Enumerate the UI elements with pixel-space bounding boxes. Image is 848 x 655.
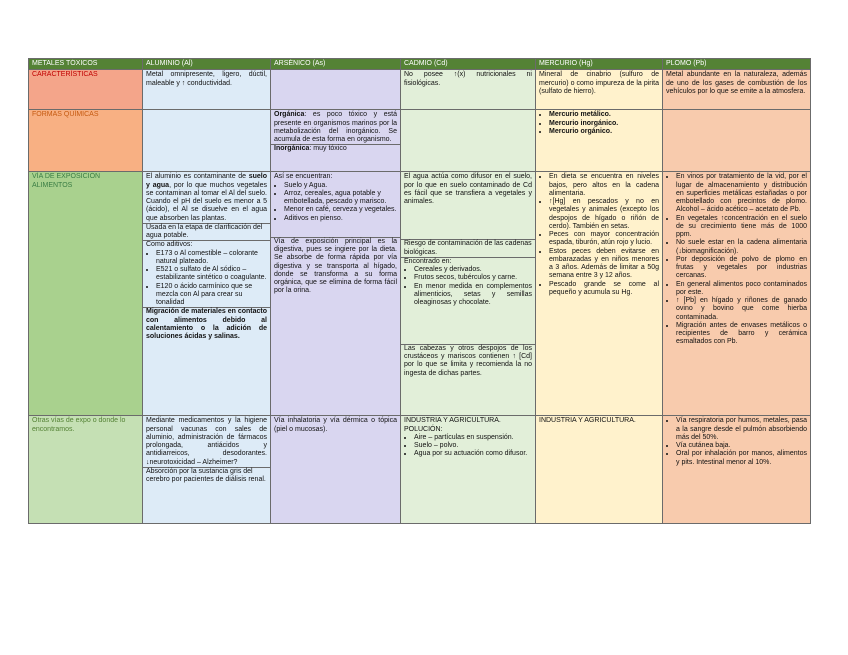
row-label-caracteristicas: CARACTERÍSTICAS: [29, 70, 143, 110]
list-item: • ↑ [Pb] en hígado y riñones de ganado ovino y bovino que come hierba contaminada.: [676, 297, 807, 322]
list-item: • Agua por su actuación como difusor.: [414, 450, 532, 458]
list-item: • Arroz, cereales, agua potable y embotellada, pescado y marisco.: [284, 190, 397, 207]
cell-aluminio-via: [143, 172, 271, 416]
list-item: • Suelo – polvo.: [414, 442, 532, 450]
aluminio-aditivos-list: [146, 250, 267, 308]
list-item: • Vía respiratoria por humos, metales, pasa a la sangre desde el pulmón absorbiendo más del 50%.: [676, 417, 807, 442]
cell-aluminio-caracteristicas: Metal omnipresente, ligero, dúctil, maleable y ↑ conductividad.: [143, 70, 271, 110]
cell-aluminio-otras: [143, 416, 271, 524]
mercurio-via-list: [539, 173, 659, 297]
list-item: • E120 o ácido carmínico que se mezcla con Al para crear su tonalidad: [156, 283, 267, 308]
cell-cadmio-via: [401, 172, 536, 416]
list-item: • En general alimentos poco contaminados por este.: [676, 281, 807, 298]
aluminio-suelo-text-pre: El aluminio es contaminante de: [146, 173, 249, 181]
cell-arsenico-via: [271, 172, 401, 416]
aluminio-suelo-bold: suelo y agua: [146, 173, 267, 189]
arsenico-inorganica-block: [271, 144, 400, 153]
list-item: • En dieta se encuentra en niveles bajos, pero altos en la cadena alimentaria.: [549, 173, 659, 198]
cadmio-industria-line: INDUSTRIA Y AGRICULTURA.: [404, 417, 501, 425]
cadmio-polucion-list: [404, 434, 532, 459]
row-via-exposicion: [29, 172, 811, 416]
arsenico-organica-block: [271, 111, 400, 144]
list-item: • Cereales y derivados.: [414, 266, 532, 274]
list-item: • Menor en café, cerveza y vegetales.: [284, 206, 397, 214]
list-item: • Pescado grande se come al pequeño y acumula su Hg.: [549, 281, 659, 298]
header-mercurio: MERCURIO (Hg): [536, 59, 663, 70]
aluminio-medicamentos-block: Mediante medicamentos y la higiene personal vacunas con sales de aluminio, administración de fármacos prolongada, antiácidos y antidiarreicos, desodorantes. ↓neurotoxicidad – Alzheimer?: [146, 417, 267, 466]
list-item: • E521 o sulfato de Al sódico – estabilizante sintético o coagulante.: [156, 266, 267, 283]
row-otras-vias: [29, 416, 811, 524]
list-item: • Mercurio metálico.: [549, 111, 659, 119]
cadmio-encontrado-list: [404, 266, 532, 307]
arsenico-encuentran-list: [274, 182, 397, 223]
list-item: • Aire – partículas en suspensión.: [414, 434, 532, 442]
header-row: [29, 59, 811, 70]
arsenico-organica-text: : es poco tóxico y está presente en organismos marinos por la metabolización del inorgánico. Se acumula de esta forma en organismo.: [274, 111, 397, 143]
cell-mercurio-otras: INDUSTRIA Y AGRICULTURA.: [536, 416, 663, 524]
header-metales-toxicos: METALES TÓXICOS: [29, 59, 143, 70]
header-plomo: PLOMO (Pb): [663, 59, 811, 70]
list-item: • Mercurio inorgánico.: [549, 120, 659, 128]
cell-arsenico-formas: [271, 110, 401, 172]
list-item: • Migración antes de envases metálicos o recipientes de barro y cerámica esmaltados con Pb.: [676, 322, 807, 347]
plomo-otras-list: [666, 417, 807, 467]
list-item: • En menor medida en complementos alimenticios, setas y semillas oleaginosas y chocolate.: [414, 283, 532, 308]
cell-cadmio-caracteristicas: No posee ↑(x) nutricionales ni fisiológicas.: [401, 70, 536, 110]
list-item: • Estos peces deben evitarse en embarazadas y en niños menores a 3 años. Además de limitar a 50g semana entre 3 y 12 años.: [549, 248, 659, 281]
row-formas-quimicas: [29, 110, 811, 172]
cell-mercurio-formas: [536, 110, 663, 172]
list-item: • Mercurio orgánico.: [549, 128, 659, 136]
cadmio-polucion-line: POLUCIÓN:: [404, 425, 443, 433]
list-item: • Suelo y Agua.: [284, 182, 397, 190]
row-label-via-exposicion: VÍA DE EXPOSICIÓN ALIMENTOS: [29, 172, 143, 416]
arsenico-digestiva-block: Vía de exposición principal es la digestiva, pues se ingiere por la dieta. Se absorbe de forma rápida por vía digestiva y se transporta al hígado, donde se transforma a su forma orgánica, que se elimina de forma fácil por la orina.: [271, 237, 400, 296]
arsenico-organica-label: Orgánica: [274, 111, 305, 119]
row-label-otras-vias: Otras vías de expo o donde lo encontramos.: [29, 416, 143, 524]
aluminio-suelo-text-post: , por lo que muchos vegetales se contaminan al tomar el Al del suelo. Cuando el pH del suelo es menor a 5 (ácido), el Al se disuelve en el agua que absorben las plantas.: [146, 181, 268, 222]
aluminio-aditivos-title: Como aditivos:: [146, 241, 193, 249]
list-item: • E173 o Al comestible – colorante natural plateado.: [156, 250, 267, 267]
arsenico-inorganica-label: Inorgánica: [274, 145, 310, 153]
header-cadmio: CADMIO (Cd): [401, 59, 536, 70]
list-item: • Peces con mayor concentración espada, tiburón, atún rojo y lucio.: [549, 231, 659, 248]
cell-arsenico-caracteristicas: [271, 70, 401, 110]
mercurio-formas-list: [539, 111, 659, 136]
list-item: • Oral por inhalación por manos, alimentos y pits. Intestinal menor al 10%.: [676, 450, 807, 467]
arsenico-encuentran-block: [271, 173, 400, 223]
list-item: • Aditivos en pienso.: [284, 215, 397, 223]
header-aluminio: ALUMINIO (Al): [143, 59, 271, 70]
cadmio-riesgo-block: Riesgo de contaminación de las cadenas biológicas.: [401, 239, 535, 257]
aluminio-aditivos-block: [143, 240, 270, 307]
aluminio-clarificacion-block: Usada en la etapa de clarificación del agua potable.: [143, 223, 270, 241]
toxic-metals-table-wrapper: [28, 58, 810, 524]
cadmio-encontrado-title: Encontrado en:: [404, 257, 452, 265]
list-item: • Vía cutánea baja.: [676, 442, 807, 450]
header-arsenico: ARSÉNICO (As): [271, 59, 401, 70]
list-item: • En vinos por tratamiento de la vid, por el lugar de almacenamiento y distribución en superficies metálicas estañadas o por embotellado con precintos de plomo. Alcohol – ácido acético – acetato de Pb.: [676, 173, 807, 214]
cell-cadmio-otras: [401, 416, 536, 524]
cell-aluminio-formas: [143, 110, 271, 172]
aluminio-suelo-block: [143, 173, 270, 223]
list-item: • Frutos secos, tubérculos y carne.: [414, 274, 532, 282]
arsenico-inorganica-text: : muy tóxico: [309, 145, 347, 153]
cell-plomo-caracteristicas: Metal abundante en la naturaleza, además de uno de los gases de combustión de los vehículos por lo que se emite a la atmosfera.: [663, 70, 811, 110]
cell-cadmio-formas: [401, 110, 536, 172]
arsenico-encuentran-title: Así se encuentran:: [274, 173, 333, 181]
cadmio-difusor-block: El agua actúa como difusor en el suelo, por lo que en suelo contaminado de Cd es fácil que se transfiera a vegetales y animales.: [404, 173, 532, 205]
row-caracteristicas: [29, 70, 811, 110]
cell-mercurio-via: [536, 172, 663, 416]
list-item: • En vegetales ↑concentración en el suelo de su crecimiento tiene más de 1000 ppm.: [676, 215, 807, 240]
plomo-via-list: [666, 173, 807, 346]
list-item: • No suele estar en la cadena alimentaria (↓biomagnificación).: [676, 239, 807, 256]
cell-plomo-formas: [663, 110, 811, 172]
cadmio-crustaceos-block: Las cabezas y otros despojos de los crustáceos y mariscos contienen ↑ [Cd] por lo que se limita y recomienda la no ingesta de dichas partes.: [401, 344, 535, 378]
aluminio-migracion-block: Migración de materiales en contacto con alimentos debido al calentamiento o la adición de soluciones ácidas y salinas.: [143, 307, 270, 341]
toxic-metals-table: [28, 58, 811, 524]
cadmio-encontrado-block: [401, 257, 535, 344]
cell-mercurio-caracteristicas: Mineral de cinabrio (sulfuro de mercurio) o como impureza de la pirita (sulfato de hierro).: [536, 70, 663, 110]
cell-arsenico-otras: Vía inhalatoria y vía dérmica o tópica (piel o mucosas).: [271, 416, 401, 524]
list-item: • ↑[Hg] en pescados y no en vegetales y animales (excepto los despojos de hígado o riñón de cerdo). También en setas.: [549, 198, 659, 231]
list-item: • Por deposición de polvo de plomo en frutas y vegetales por industrias cercanas.: [676, 256, 807, 281]
aluminio-dialisis-block: Absorción por la sustancia gris del cerebro por pacientes de diálisis renal.: [143, 467, 270, 485]
cell-plomo-via: [663, 172, 811, 416]
row-label-formas-quimicas: FORMAS QUÍMICAS: [29, 110, 143, 172]
cell-plomo-otras: [663, 416, 811, 524]
